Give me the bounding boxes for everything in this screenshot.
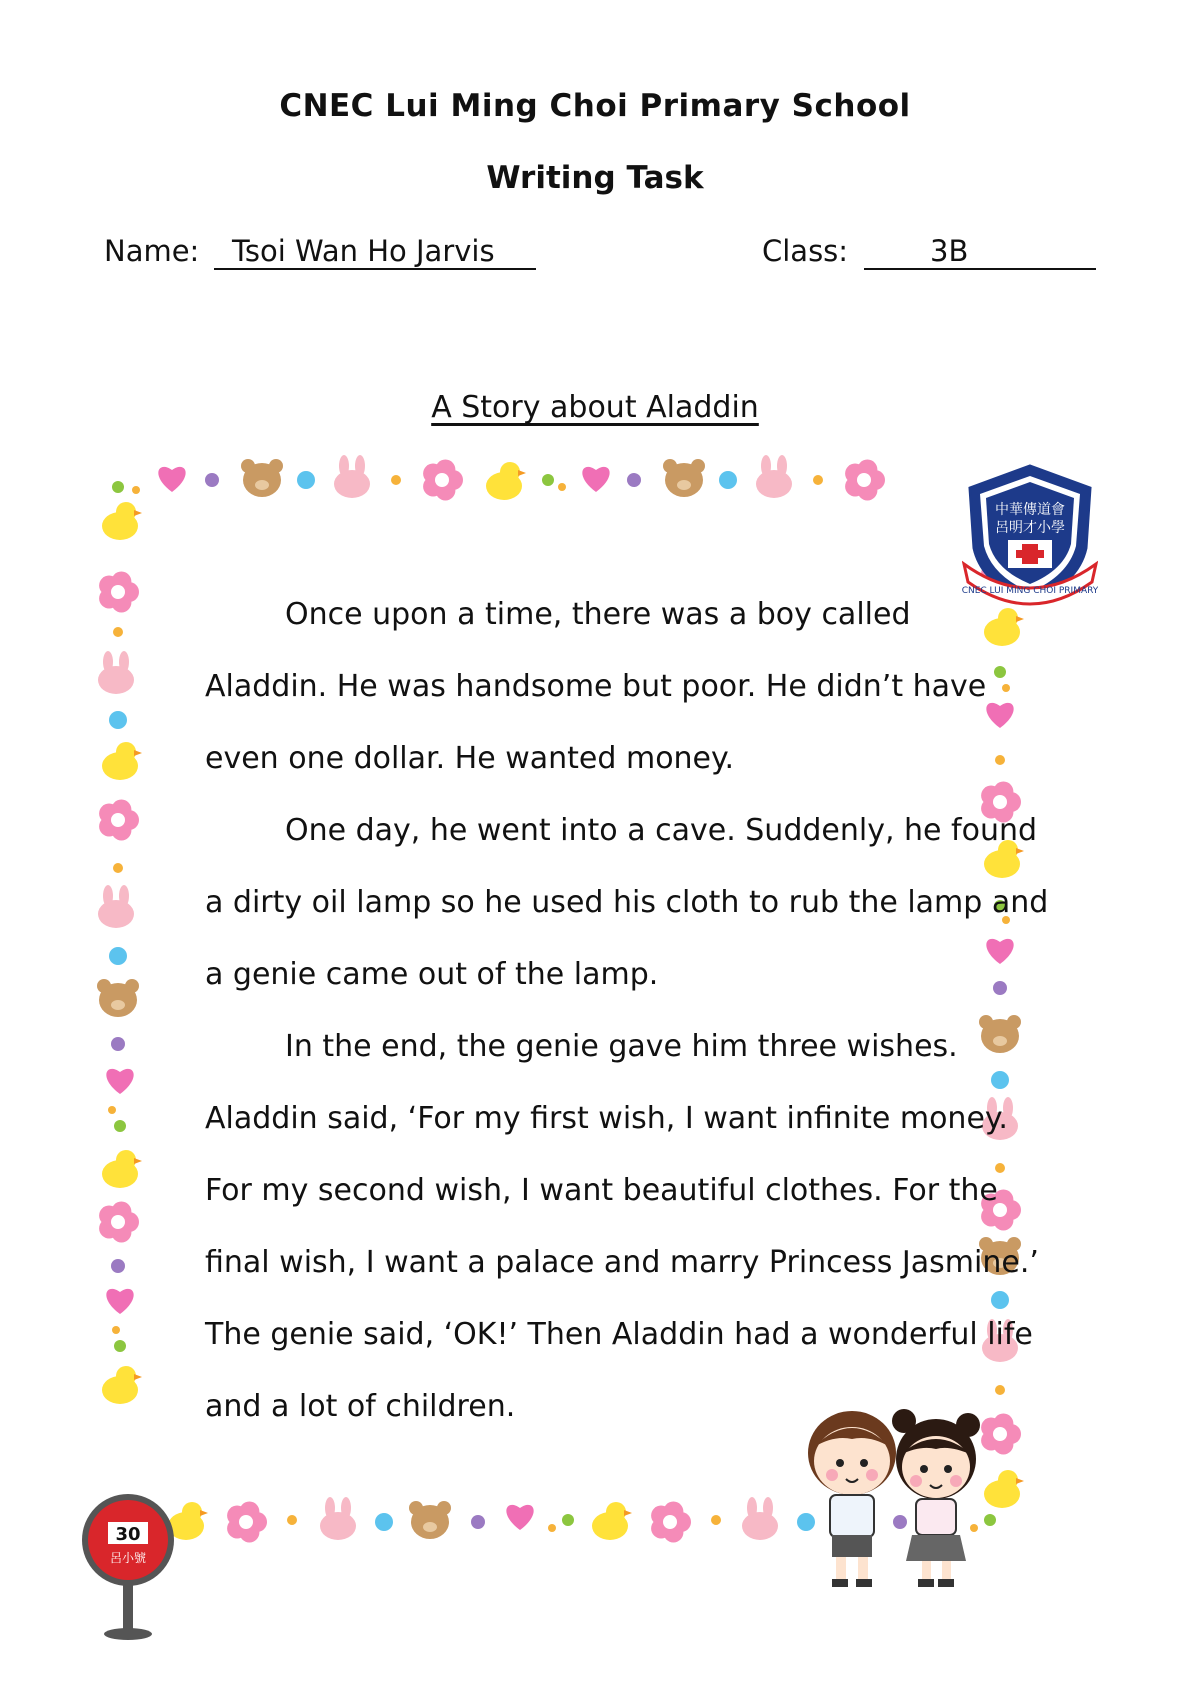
story-body [205,595,1049,1459]
name-label: Name: [104,234,200,268]
story-line: even one dollar. He wanted money. [205,741,735,776]
name-value: Tsoi Wan Ho Jarvis [214,234,536,270]
dot-icon [113,627,123,637]
crest-ribbon: CNEC LUI MING CHOI PRIMARY [962,586,1098,596]
story-line: final wish, I want a palace and marry Princess Jasmine.’ [205,1245,1039,1280]
story-line: Aladdin said, ‘For my first wish, I want infinite money. [205,1101,1008,1136]
dot-icon [984,1514,996,1526]
duck-icon [592,1502,632,1540]
dot-icon [112,1326,120,1334]
heart-icon [106,1289,133,1314]
bunny-icon [742,1497,778,1540]
children-illustration [800,1395,980,1595]
flower-icon [99,1202,139,1243]
dot-icon [114,1340,126,1352]
svg-text:呂明才小學: 呂明才小學 [995,520,1065,536]
heart-icon [158,467,185,492]
duck-icon [102,1366,142,1404]
duck-icon [102,742,142,780]
story-line: a genie came out of the lamp. [205,957,659,992]
story-line: In the end, the genie gave him three wishes. [285,1029,958,1064]
heart-icon [582,467,609,492]
dot-icon [287,1515,297,1525]
bear-icon [409,1501,451,1539]
dot-icon [471,1515,485,1529]
flower-icon [845,460,885,501]
bunny-icon [98,885,134,928]
dot-icon [132,486,140,494]
flower-icon [651,1502,691,1543]
dot-icon [109,711,127,729]
task-title: Writing Task [486,160,704,196]
class-value: 3B [864,234,1096,270]
heart-icon [106,1069,133,1094]
dot-icon [558,483,566,491]
story-line: and a lot of children. [205,1389,516,1424]
dot-icon [111,1037,125,1051]
dot-icon [813,475,823,485]
story-line: a dirty oil lamp so he used his cloth to rub the lamp and [205,885,1049,920]
bunny-icon [98,651,134,694]
duck-icon [102,502,142,540]
dot-icon [711,1515,721,1525]
bunny-icon [334,455,370,498]
school-name: CNEC Lui Ming Choi Primary School [279,88,911,124]
class-label: Class: [762,234,849,268]
dot-icon [375,1513,393,1531]
duck-icon [486,462,526,500]
dot-icon [113,863,123,873]
dot-icon [205,473,219,487]
story-line: For my second wish, I want beautiful clothes. For the [205,1173,998,1208]
dot-icon [548,1524,556,1532]
bear-icon [97,979,139,1017]
school-crest-icon [962,462,1098,612]
bus-stop-icon [78,1492,178,1642]
flower-icon [423,460,463,501]
dot-icon [112,481,124,493]
crest-text: 中華傳道會 [995,502,1065,518]
dot-icon [297,471,315,489]
dot-icon [719,471,737,489]
dot-icon [562,1514,574,1526]
bear-icon [663,459,705,497]
flower-icon [227,1502,267,1543]
duck-icon [984,1470,1024,1508]
bunny-icon [756,455,792,498]
bear-icon [241,459,283,497]
dot-icon [391,475,401,485]
bunny-icon [320,1497,356,1540]
dot-icon [627,473,641,487]
flower-icon [99,800,139,841]
bus-stop-text: 呂小號 [109,1551,147,1565]
dot-icon [109,947,127,965]
duck-icon [102,1150,142,1188]
heart-icon [506,1505,533,1530]
story-line: The genie said, ‘OK!’ Then Aladdin had a wonderful life [205,1317,1033,1352]
dot-icon [114,1120,126,1132]
flower-icon [99,572,139,613]
bus-stop-number: 30 [115,1524,141,1545]
dot-icon [111,1259,125,1273]
dot-icon [542,474,554,486]
story-line: One day, he went into a cave. Suddenly, he found [285,813,1038,848]
story-line: Once upon a time, there was a boy called [285,597,911,632]
dot-icon [108,1106,116,1114]
story-title: A Story about Aladdin [431,390,759,425]
story-line: Aladdin. He was handsome but poor. He didn’t have [205,669,987,704]
